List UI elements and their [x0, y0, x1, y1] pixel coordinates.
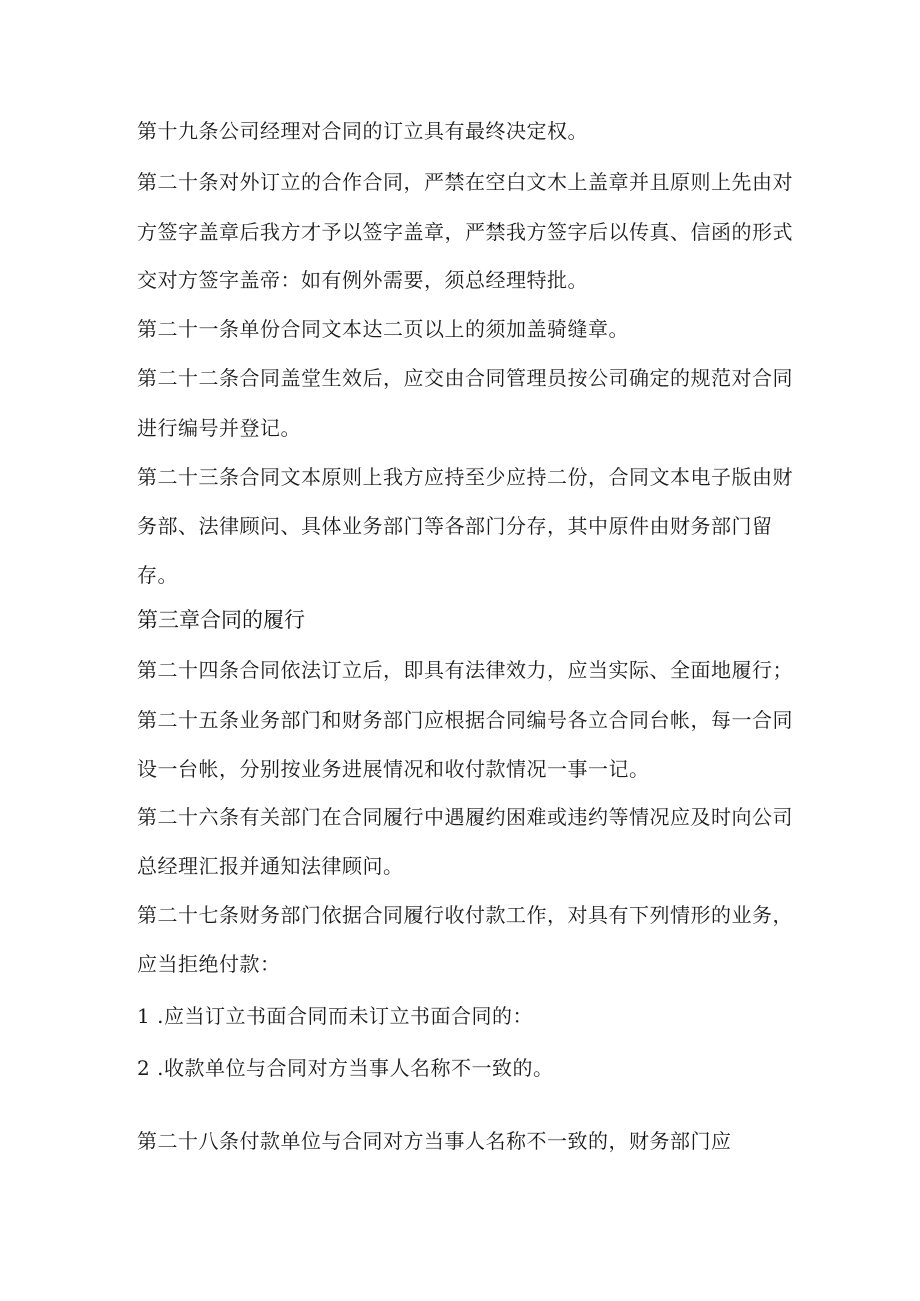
article-28-line: 第二十八条付款单位与合同对方当事人名称不一致的，财务部门应: [137, 1129, 732, 1153]
article-24-line: 第二十四条合同依法订立后，即具有法律效力，应当实际、全面地履行；: [137, 658, 793, 682]
list-item-2: 2 .收款单位与合同对方当事人名称不一致的。: [137, 1056, 554, 1080]
article-20-line-2: 方签字盖章后我方才予以签字盖章，严禁我方签字后以传真、信函的形式: [137, 220, 793, 244]
article-19-line: 第十九条公司经理对合同的订立具有最终决定权。: [137, 119, 588, 143]
chapter-heading: 第三章合同的履行: [137, 608, 305, 632]
article-26-line-1: 第二十六条有关部门在合同履行中遇履约困难或违约等情况应及时向公司: [137, 805, 793, 829]
article-22-line-2: 进行编号并登记。: [137, 416, 301, 440]
article-22-line-1: 第二十二条合同盖堂生效后，应交由合同管理员按公司确定的规范对合同: [137, 366, 793, 390]
article-20-line-1: 第二十条对外订立的合作合同，严禁在空白文木上盖章并且原则上先由对: [137, 170, 793, 194]
article-25-line-2: 设一台帐，分别按业务进展情况和收付款情况一事一记。: [137, 757, 650, 781]
article-20-line-3: 交对方签字盖帝：如有例外需要，须总经理特批。: [137, 268, 588, 292]
article-23-line-2: 务部、法律顾问、具体业务部门等各部门分存，其中原件由财务部门留: [137, 514, 773, 538]
article-25-line-1: 第二十五条业务部门和财务部门应根据合同编号各立合同台帐，每一合同: [137, 708, 793, 732]
article-27-line-2: 应当拒绝付款：: [137, 952, 281, 976]
article-21-line: 第二十一条单份合同文本达二页以上的须加盖骑缝章。: [137, 317, 629, 341]
article-23-line-1: 第二十三条合同文本原则上我方应持至少应持二份，合同文本电子版由财: [137, 465, 793, 489]
list-item-1: 1 .应当订立书面合同而未订立书面合同的：: [137, 1004, 533, 1028]
article-23-line-3: 存。: [137, 563, 178, 587]
article-26-line-2: 总经理汇报并通知法律顾问。: [137, 854, 404, 878]
article-27-line-1: 第二十七条财务部门依据合同履行收付款工作，对具有下列情形的业务，: [137, 903, 793, 927]
